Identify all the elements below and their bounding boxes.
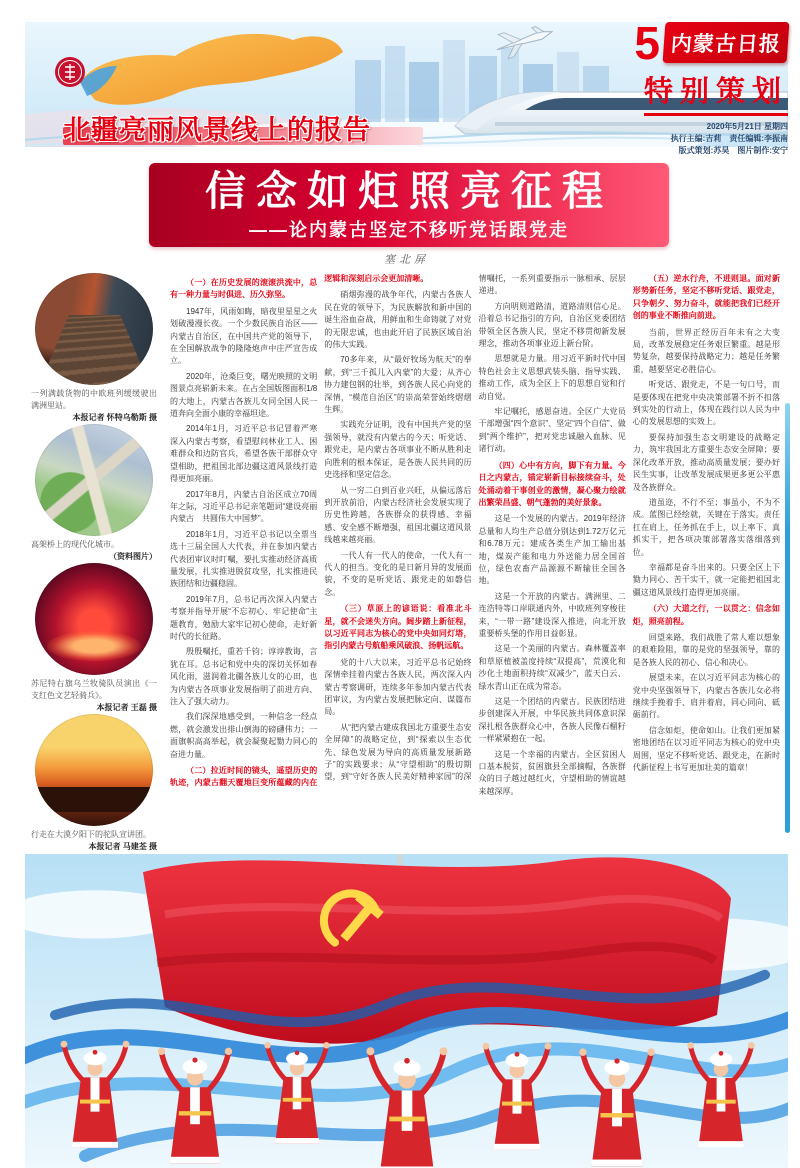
dancers-photo-graphic [25,854,788,1168]
article-paragraph: 思想就是力量。用习近平新时代中国特色社会主义思想武装头脑、指导实践、推动工作，成为全区上下的思想自觉和行动自觉。 [478,354,626,401]
photo-rail [25,273,163,852]
news-photo [35,563,153,675]
photo-item [25,563,163,714]
article-paragraph: 道虽迩，不行不至；事虽小，不为不成。蓝图已经绘就，关键在于落实。责任扛在肩上，任务抓在手上，以上率下、真抓实干，把各项决策部署落实落细落到位。 [632,497,780,557]
article-paragraph: 这是一个幸福的内蒙古。全区贫困人口基本脱贫，贫困旗县全部摘帽，各族群众的日子越过越红火，守望相助的情谊越来越深厚。 [478,749,626,796]
photo-caption: 高架桥上的现代化城市。 （资料图片） [31,539,157,562]
photo-credit: 本报记者 王磊 摄 [96,703,157,713]
article-paragraph: 殷殷嘱托，重若千钧；谆谆教诲，言犹在耳。总书记和党中央的深切关怀如春风化雨，滋润着北疆各族儿女的心田，也为内蒙古各项事业发展指明了前进方向、注入了强大动力。 [170,647,318,706]
article-paragraph: 从一穷二白到百业兴旺，从偏远落后到开放前沿，内蒙古经济社会发展实现了历史性跨越，各族群众的获得感、幸福感、安全感不断增强，祖国北疆这道风景线越来越亮丽。 [324,485,472,545]
article-paragraph: 要保持加强生态文明建设的战略定力，筑牢我国北方重要生态安全屏障；要深化改革开放，推动高质量发展；要办好民生实事，让改革发展成果更多更公平惠及各族群众。 [632,432,780,492]
section-heading: （四）心中有方向，脚下有力量。今日之内蒙古，锚定崭新目标接续奋斗，处处涌动着干事创业的激情，凝心聚力绘就出繁荣昌盛、朝气蓬勃的美好景象。 [478,460,626,507]
bottom-photo [25,854,788,1168]
article-paragraph: 这是一个团结的内蒙古。民族团结进步创建深入开展，中华民族共同体意识深深扎根各族群众心中，各族人民像石榴籽一样紧紧抱在一起。 [478,697,626,744]
photo-credit: 本报记者 怀特乌勒斯 摄 [72,413,157,423]
article-paragraph: 2014年1月，习近平总书记冒着严寒深入内蒙古考察，看望慰问林业工人、困难群众和边防官兵，希望各族干部群众守望相助，把祖国北部边疆这道风景线打造得更加亮丽。 [170,424,318,484]
photo-caption: 一列满载货物的中欧班列缓缓驶出满洲里站。 本报记者 怀特乌勒斯 摄 [31,389,157,423]
blue-edge-rule [785,403,790,833]
article-paragraph: 硝烟弥漫的战争年代，内蒙古各族人民在党的领导下，为民族解放和新中国的诞生浴血奋战，用鲜血和生命铸就了对党的无限忠诚，也由此开启了民族区域自治的伟大实践。 [324,290,472,350]
article-paragraph: 70多年来，从“最好牧场为航天”的奉献，到“三千孤儿入内蒙”的大爱；从齐心协力建包钢的壮举，到各族人民心向党的深情，“模范自治区”的崇高荣誉始终熠熠生辉。 [324,355,472,415]
article-paragraph: 2018年1月，习近平总书记以全票当选十三届全国人大代表，并在参加内蒙古代表团审议时叮嘱，要扎实推动经济高质量发展，扎实推进脱贫攻坚，扎实推进民族团结和边疆稳固。 [170,529,318,589]
top-banner [63,113,423,147]
article-paragraph: 一代人有一代人的使命，一代人有一代人的担当。变化的是日新月异的发展面貌，不变的是听党话、跟党走的如磐信念。 [324,550,472,597]
article-paragraph: 回望来路，我们战胜了常人难以想象的艰难险阻，靠的是党的坚强领导，靠的是各族人民的初心、信心和决心。 [632,632,780,667]
section-heading: （五）逆水行舟，不进则退。面对新形势新任务，坚定不移听党话、跟党走，只争朝夕、努力奋斗，就能把我们已经开创的事业不断推向前进。 [632,274,780,321]
section-heading: （六）大道之行，一以贯之：信念如炬，照亮前程。 [632,604,780,626]
article-paragraph: 我们深深地感受到，一种信念一经点燃，就会激发出排山倒海的磅礴伟力；一面旗帜高高举起，就会凝聚起勠力同心的奋进力量。 [170,712,318,759]
photo-item [25,273,163,424]
content-area [25,273,788,852]
article-paragraph: 党的十八大以来，习近平总书记始终深情牵挂着内蒙古各族人民，两次深入内蒙古考察调研，连续多年参加内蒙古代表团审议，为内蒙古发展把脉定向、谋篇布局。 [324,657,472,717]
article-paragraph: 从“把内蒙古建成我国北方重要生态安全屏障”的战略定位，到“探索以生态优先、绿色发展为导向的高质量发展新路子”的实践要求；从“守望相助”的殷切期望，到“守好各族人民美好精神家园”的深情嘱托，一系列重要指示一脉相承、层层递进。 [324,274,626,782]
masthead [598,17,788,158]
photo-item [25,424,163,563]
article-paragraph: 这是一个发展的内蒙古。2019年经济总量和人均生产总值分别达到1.72万亿元和6.78万元；建成各类生产加工输出基地，煤炭产能和电力外送能力居全国首位，绿色农畜产品源源不断输往全国各地。 [478,514,626,586]
red-seal-icon [53,52,87,92]
article-paragraph: 牢记嘱托，感恩奋进。全区广大党员干部增强“四个意识”、坚定“四个自信”、做到“两个维护”，把对党忠诚融入血脉、见诸行动。 [478,407,626,454]
byline: 塞北屏 [384,254,429,266]
article-paragraph: 方向明则道路清，道路清则信心足。沿着总书记指引的方向，自治区党委团结带领全区各族人民，坚定不移贯彻新发展理念，推动各项事业迈上新台阶。 [478,301,626,349]
photo-credit: （资料图片） [109,552,157,562]
news-photo [35,714,153,826]
news-photo [35,424,153,536]
news-photo [35,273,153,385]
section-heading: （二）拉近时间的镜头，遥望历史的轨迹，内蒙古翻天覆地巨变所蕴藏的内在逻辑和深刻启示会更加清晰。 [170,274,429,788]
article-paragraph: 当前，世界正经历百年未有之大变局，改革发展稳定任务艰巨繁重。越是形势复杂，越要保持战略定力；越是任务繁重，越要坚定必胜信心。 [632,327,780,374]
paper-name-logo: 内蒙古日报 [663,22,790,63]
section-heading: （三）草原上的谚语说：看准北斗星，就不会迷失方向。阔步踏上新征程，以习近平同志为核心的党中央如同灯塔，指引内蒙古号航船乘风破浪、扬帆远航。 [324,604,472,651]
article-paragraph: 这是一个美丽的内蒙古。森林覆盖率和草原植被盖度持续“双提高”，荒漠化和沙化土地面积持续“双减少”，蓝天白云、绿水青山正在成为常态。 [478,644,626,691]
article-paragraph: 2017年8月，内蒙古自治区成立70周年之际，习近平总书记亲笔题词“建设亮丽内蒙古 共圆伟大中国梦”。 [170,489,318,524]
article-columns [170,273,788,833]
article-paragraph: 幸福都是奋斗出来的。只要全区上下勠力同心、苦干实干，就一定能把祖国北疆这道风景线打造得更加亮丽。 [632,562,780,597]
photo-credit: 本报记者 马建荃 摄 [88,842,157,852]
article-paragraph: 2019年7月，总书记再次深入内蒙古考察并指导开展“不忘初心、牢记使命”主题教育，勉励大家牢记初心使命，走好新时代的长征路。 [170,594,318,641]
article-title: 信念如炬照亮征程 [205,168,613,214]
photo-caption: 行走在大漠夕阳下的驼队宣讲团。 本报记者 马建荃 摄 [31,829,157,852]
article-subtitle: ——论内蒙古坚定不移听党话跟党走 [249,220,569,241]
page-number: 5 [634,17,658,69]
photo-caption: 苏尼特右旗乌兰牧骑队员演出《一支红色文艺轻骑兵》。 本报记者 王磊 摄 [31,678,157,713]
page-header [25,17,788,156]
article-paragraph: 实践充分证明，没有中国共产党的坚强领导，就没有内蒙古的今天；听党话、跟党走，是内蒙古各项事业不断从胜利走向胜利的根本保证，是各族人民共同的历史选择和坚定信念。 [324,420,472,480]
photo-item [25,714,163,853]
article-paragraph: 2020年，沧桑巨变，曙光映照的文明图景点亮崭新未来。在占全国版图面积1/8的大地上，内蒙古各族儿女同全国人民一道奔向全面小康的幸福坦途。 [170,371,318,419]
staff-line-1: 执行主编:吉莉 责任编辑:李振南 [670,134,788,144]
article-paragraph: 1947年，风雨如晦，暗夜里星星之火划破漫漫长夜。一个少数民族自治区——内蒙古自治区，在中国共产党的领导下，在全国解放战争的隆隆炮声中庄严宣告成立。 [170,306,318,366]
article-paragraph: 展望未来，在以习近平同志为核心的党中央坚强领导下，内蒙古各族儿女必将继续手挽着手、肩并着肩，同心同向、砥砺前行。 [632,673,780,720]
article-paragraph: 听党话、跟党走，不是一句口号，而是要体现在把党中央决策部署不折不扣落到实处的行动上，体现在践行以人民为中心的发展思想的实效上。 [632,380,780,427]
article-paragraph: 信念如炬，使命如山。让我们更加紧密地团结在以习近平同志为核心的党中央周围，坚定不移听党话、跟党走，在新时代新征程上书写更加壮美的篇章！ [632,725,780,773]
date-line: 2020年5月21日 星期四 [706,121,788,131]
article-paragraph: 这是一个开放的内蒙古。满洲里、二连浩特等口岸联通内外，中欧班列穿梭往来，“一带一路”建设深入推进，向北开放重要桥头堡的作用日益彰显。 [478,591,626,638]
section-name: 特别策划 [644,69,788,116]
headline-block [25,163,788,267]
staff-line-2: 版式策划:苏昊 图片制作:安宁 [678,146,788,156]
headline-band [149,163,669,247]
banner-title: 北疆亮丽风景线上的报告 [63,115,371,145]
section-heading: （一）在历史发展的滚滚洪流中，总有一种力量与时俱进、历久弥坚。 [170,278,318,300]
